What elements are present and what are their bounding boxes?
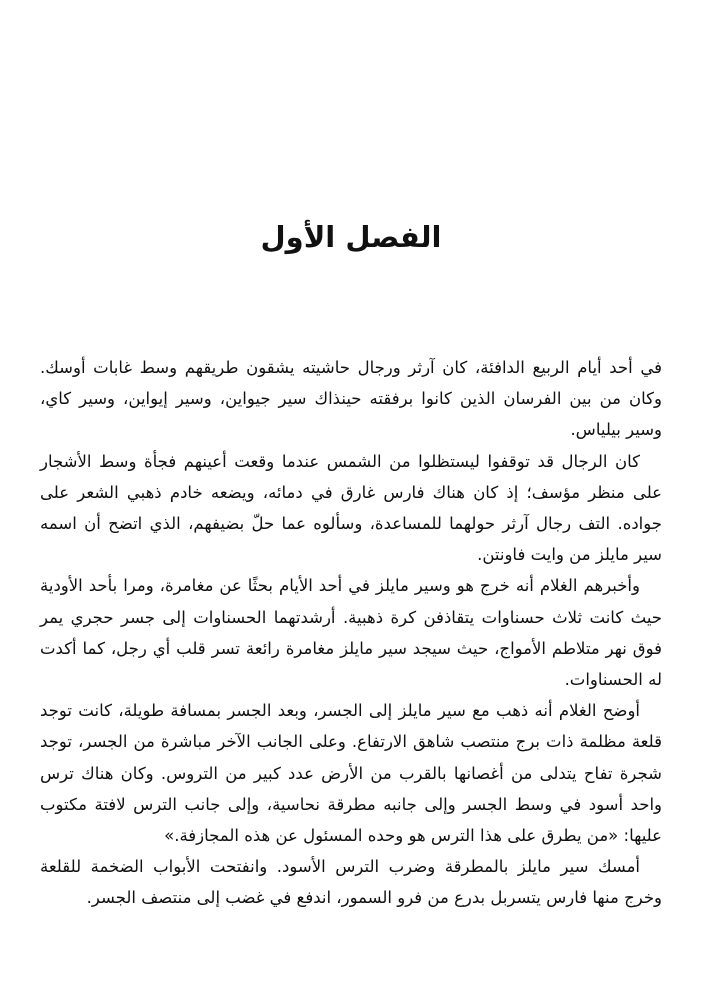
paragraph: أمسك سير مايلز بالمطرقة وضرب الترس الأسود. وانفتحت الأبواب الضخمة للقلعة وخرج منها فارس يتسربل بدرع من فرو السمور، اندفع في غضب إلى منتصف الجسر.	[40, 857, 662, 908]
paragraph: أوضح الغلام أنه ذهب مع سير مايلز إلى الجسر، وبعد الجسر بمسافة طويلة، كانت توجد قلعة مظلمة ذات برج منتصب شاهق الارتفاع. وعلى الجانب الآخر مباشرة من الجسر، توجد شجرة تفاح يتدلى من أغصانها بالقرب من الأرض عدد كبير من التروس. وكان هناك ترس واحد أسود في وسط الجسر وإلى جانبه مطرقة نحاسية، وإلى جانب الترس لافتة مكتوب عليها: «من يطرق على هذا الترس هو وحده المسئول عن هذه المجازفة.»	[40, 701, 662, 846]
paragraph: كان الرجال قد توقفوا ليستظلوا من الشمس عندما وقعت أعينهم فجأة وسط الأشجار على منظر مؤسف؛ إذ كان هناك فارس غارق في دمائه، ويضعه خادم ذهبي الشعر على جواده. التف رجال آرثر حولهما للمساعدة، وسألوه عما حلّ بضيفهم، الذي اتضح أن اسمه سير مايلز من وايت فاونتن.	[40, 451, 662, 565]
paragraph: وأخبرهم الغلام أنه خرج هو وسير مايلز في أحد الأيام بحثًا عن مغامرة، ومرا بأحد الأودية حيث كانت ثلاث حسناوات يتقاذفن كرة ذهبية. أرشدتهما الحسناوات إلى جسر حجري يمر فوق نهر متلاطم الأمواج، حيث سيجد سير مايلز مغامرة رائعة تسر قلب أي رجل، كما أكدت له الحسناوات.	[40, 576, 662, 690]
paragraph: في أحد أيام الربيع الدافئة، كان آرثر ورجال حاشيته يشقون طريقهم وسط غابات أوسك. وكان من بين الفرسان الذين كانوا برفقته حينذاك سير جيواين، وسير إيواين، وسير كاي، وسير بيلياس.	[40, 358, 662, 440]
chapter-body	[40, 352, 662, 914]
chapter-title: الفصل الأول	[260, 220, 442, 254]
